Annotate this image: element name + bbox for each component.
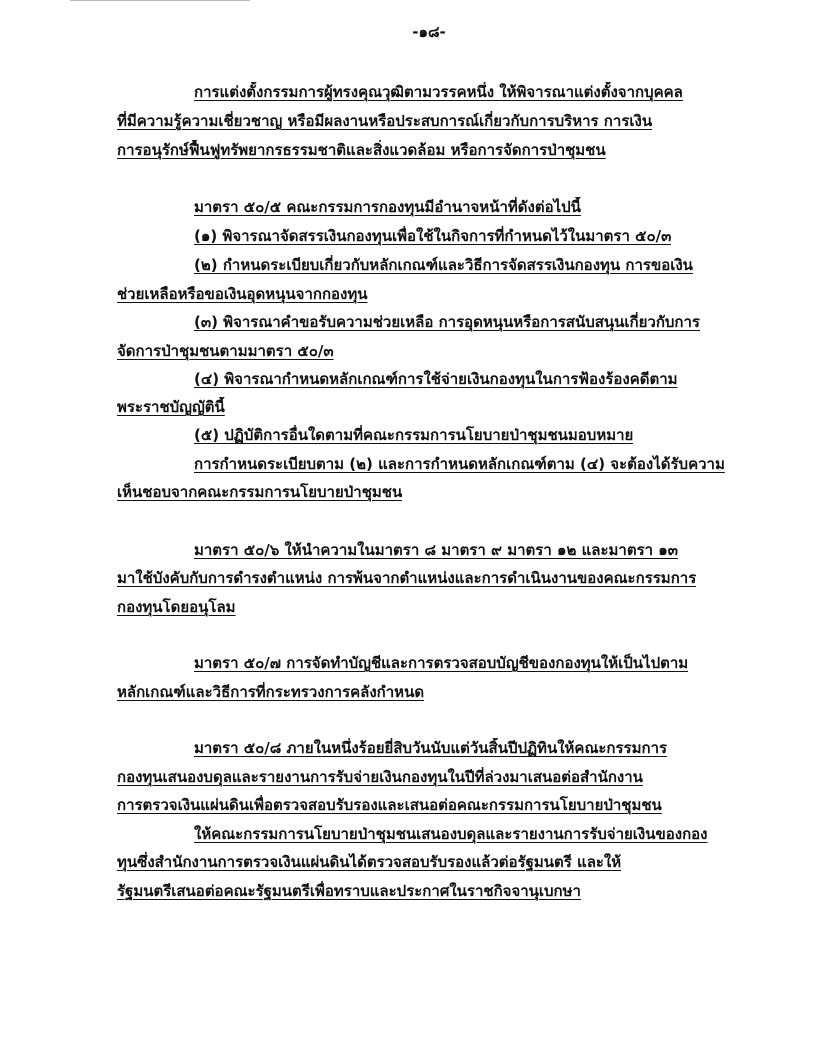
section-50-5-item-5: (๕) ปฏิบัติการอื่นใดตามที่คณะกรรมการนโยบายป่าชุมชนมอบหมาย xyxy=(194,426,634,444)
section-50-5-item-4-cont: พระราชบัญญัตินี้ xyxy=(117,398,225,416)
section-50-8-line-6: รัฐมนตรีเสนอต่อคณะรัฐมนตรีเพื่อทราบและประกาศในราชกิจจานุเบกษา xyxy=(117,882,581,900)
section-50-5-closing: การกำหนดระเบียบตาม (๒) และการกำหนดหลักเกณฑ์ตาม (๔) จะต้องได้รับความ xyxy=(194,455,725,473)
section-50-6-line-1: มาตรา ๕๐/๖ ให้นำความในมาตรา ๘ มาตรา ๙ มาตรา ๑๒ และมาตรา ๑๓ xyxy=(194,541,679,559)
section-50-5-item-3: (๓) พิจารณาคำขอรับความช่วยเหลือ การอุดหนุนหรือการสนับสนุนเกี่ยวกับการ xyxy=(194,313,700,331)
section-50-5-item-2-cont: ช่วยเหลือหรือขอเงินอุดหนุนจากกองทุน xyxy=(117,285,368,303)
paragraph-1-line-2: ที่มีความรู้ความเชี่ยวชาญ หรือมีผลงานหรือประสบการณ์เกี่ยวกับการบริหาร การเงิน xyxy=(117,112,653,130)
section-50-7-line-1: มาตรา ๕๐/๗ การจัดทำบัญชีและการตรวจสอบบัญชีของกองทุนให้เป็นไปตาม xyxy=(194,654,689,672)
section-50-7-line-2: หลักเกณฑ์และวิธีการที่กระทรวงการคลังกำหนด xyxy=(117,683,425,701)
section-50-5-heading: มาตรา ๕๐/๕ คณะกรรมการกองทุนมีอำนาจหน้าที่ดังต่อไปนี้ xyxy=(194,198,581,216)
section-50-8-line-2: กองทุนเสนองบดุลและรายงานการรับจ่ายเงินกองทุนในปีที่ล่วงมาเสนอต่อสำนักงาน xyxy=(117,768,643,786)
section-50-8-line-3: การตรวจเงินแผ่นดินเพื่อตรวจสอบรับรองและเสนอต่อคณะกรรมการนโยบายป่าชุมชน xyxy=(117,796,662,814)
section-50-5-item-1: (๑) พิจารณาจัดสรรเงินกองทุนเพื่อใช้ในกิจการที่กำหนดไว้ในมาตรา ๕๐/๓ xyxy=(194,227,672,245)
section-50-6-line-2: มาใช้บังคับกับการดำรงตำแหน่ง การพ้นจากตำแหน่งและการดำเนินงานของคณะกรรมการ xyxy=(117,569,697,587)
section-50-5-closing-cont: เห็นชอบจากคณะกรรมการนโยบายป่าชุมชน xyxy=(117,483,403,501)
section-50-8-line-5: ทุนซึ่งสำนักงานการตรวจเงินแผ่นดินได้ตรวจสอบรับรองแล้วต่อรัฐมนตรี และให้ xyxy=(117,853,622,871)
paragraph-1-line-1: การแต่งตั้งกรรมการผู้ทรงคุณวุฒิตามวรรคหนึ่ง ให้พิจารณาแต่งตั้งจากบุคคล xyxy=(194,83,683,101)
section-50-8-line-4: ให้คณะกรรมการนโยบายป่าชุมชนเสนองบดุลและรายงานการรับจ่ายเงินของกอง xyxy=(194,825,708,843)
section-50-5-item-2: (๒) กำหนดระเบียบเกี่ยวกับหลักเกณฑ์และวิธีการจัดสรรเงินกองทุน การขอเงิน xyxy=(194,256,693,274)
scan-artifact xyxy=(70,0,250,1)
section-50-5-item-3-cont: จัดการป่าชุมชนตามมาตรา ๕๐/๓ xyxy=(117,342,334,360)
section-50-6-line-3: กองทุนโดยอนุโลม xyxy=(117,598,236,616)
section-50-8-line-1: มาตรา ๕๐/๘ ภายในหนึ่งร้อยยี่สิบวันนับแต่วันสิ้นปีปฏิทินให้คณะกรรมการ xyxy=(194,739,668,757)
section-50-5-item-4: (๔) พิจารณากำหนดหลักเกณฑ์การใช้จ่ายเงินกองทุนในการฟ้องร้องคดีตาม xyxy=(194,370,678,388)
paragraph-1-line-3: การอนุรักษ์ฟื้นฟูทรัพยากรธรรมชาติและสิ่งแวดล้อม หรือการจัดการป่าชุมชน xyxy=(117,141,606,159)
page-number: -๑๘- xyxy=(412,23,446,41)
